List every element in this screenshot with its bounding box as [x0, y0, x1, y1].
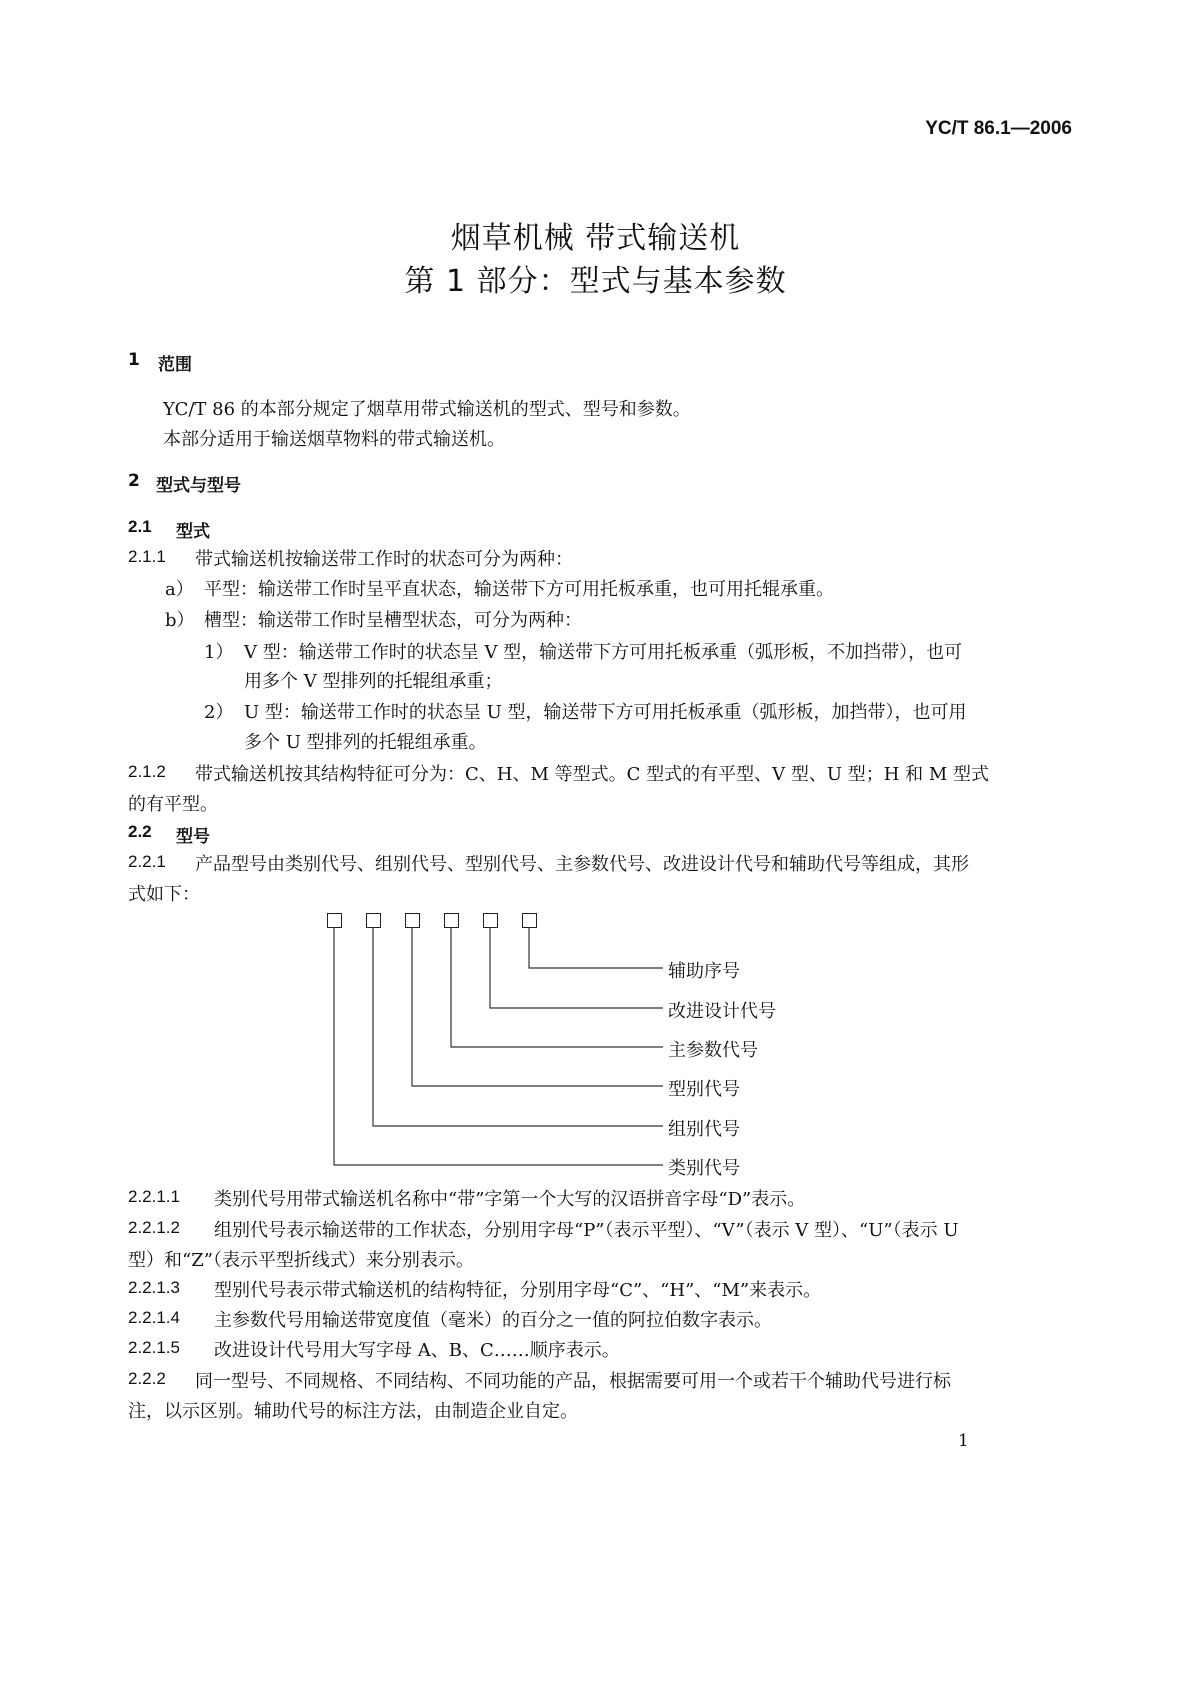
leader-line-3	[412, 928, 663, 1086]
section-1-title: 范围	[158, 355, 192, 375]
label-main-parameter-code: 主参数代号	[668, 1040, 758, 1061]
clause-2-2-1-number: 2.2.1	[128, 852, 166, 871]
page-title: 烟草机械 带式输送机	[450, 221, 741, 256]
section-1-paragraph-2: 本部分适用于输送烟草物料的带式输送机。	[163, 429, 505, 450]
clause-2-1-2-line-2: 的有平型。	[128, 794, 218, 815]
clause-2-2-1-3-number: 2.2.1.3	[128, 1278, 180, 1297]
page-subtitle: 第 1 部分：型式与基本参数	[404, 264, 787, 299]
item-a-marker: a）	[165, 579, 194, 600]
item-b1-line-2: 用多个 V 型排列的托辊组承重；	[244, 671, 503, 692]
item-b2-line-1: U 型：输送带工作时的状态呈 U 型，输送带下方可用托板承重（弧形板，加挡带），也可用	[244, 702, 967, 723]
item-b1-line-1: V 型：输送带工作时的状态呈 V 型，输送带下方可用托板承重（弧形板，不加挡带），也可	[244, 642, 963, 663]
clause-2-1-2-line-1: 带式输送机按其结构特征可分为：C、H、M 等型式。C 型式的有平型、V 型、U 型；H 和 M 型式	[195, 764, 990, 785]
item-a-text: 平型：输送带工作时呈平直状态，输送带下方可用托板承重，也可用托辊承重。	[204, 579, 834, 600]
page-number: 1	[958, 1431, 969, 1451]
clause-2-2-1-4-text: 主参数代号用输送带宽度值（毫米）的百分之一值的阿拉伯数字表示。	[214, 1310, 772, 1331]
clause-2-2-1-2-line-1: 组别代号表示输送带的工作状态，分别用字母“P”（表示平型）、“V”（表示 V 型）、“U”（表示 U	[214, 1220, 959, 1241]
section-2-title: 型式与型号	[156, 476, 241, 496]
clause-2-1-2-number: 2.1.2	[128, 762, 166, 781]
leader-line-4	[451, 928, 663, 1047]
section-2-2-number: 2.2	[128, 822, 152, 841]
item-b2-marker: 2）	[204, 702, 234, 723]
leader-line-6	[529, 928, 663, 968]
label-improved-design-code: 改进设计代号	[668, 1001, 776, 1022]
clause-2-2-1-1-number: 2.2.1.1	[128, 1187, 180, 1206]
clause-2-2-2-line-2: 注，以示区别。辅助代号的标注方法，由制造企业自定。	[128, 1401, 578, 1422]
item-b2-line-2: 多个 U 型排列的托辊组承重。	[244, 732, 487, 753]
section-2-1-number: 2.1	[128, 517, 152, 536]
section-1-paragraph-1: YC/T 86 的本部分规定了烟草用带式输送机的型式、型号和参数。	[163, 399, 691, 420]
clause-2-2-1-4-number: 2.2.1.4	[128, 1308, 180, 1327]
clause-2-1-1-text: 带式输送机按输送带工作时的状态可分为两种：	[195, 549, 573, 570]
clause-2-2-1-1-text: 类别代号用带式输送机名称中“带”字第一个大写的汉语拼音字母“D”表示。	[214, 1189, 806, 1210]
label-type-code: 型别代号	[668, 1079, 740, 1100]
clause-2-2-2-line-1: 同一型号、不同规格、不同结构、不同功能的产品，根据需要可用一个或若干个辅助代号进行标	[195, 1371, 951, 1392]
clause-2-2-2-number: 2.2.2	[128, 1369, 166, 1388]
clause-2-2-1-5-text: 改进设计代号用大写字母 A、B、C……顺序表示。	[214, 1340, 620, 1361]
section-2-number: 2	[128, 471, 140, 491]
label-aux-serial: 辅助序号	[668, 961, 740, 982]
clause-2-2-1-3-text: 型别代号表示带式输送机的结构特征，分别用字母“C”、“H”、“M”来表示。	[214, 1280, 822, 1301]
standard-code: YC/T 86.1—2006	[925, 118, 1072, 139]
clause-2-2-1-line-1: 产品型号由类别代号、组别代号、型别代号、主参数代号、改进设计代号和辅助代号等组成，其形	[195, 854, 969, 875]
leader-line-2	[373, 928, 663, 1126]
item-b1-marker: 1）	[204, 642, 234, 663]
clause-2-2-1-5-number: 2.2.1.5	[128, 1338, 180, 1357]
clause-2-2-1-2-line-2: 型）和“Z”（表示平型折线式）来分别表示。	[128, 1250, 474, 1271]
clause-2-1-1-number: 2.1.1	[128, 547, 166, 566]
item-b-marker: b）	[165, 610, 195, 631]
label-group-code: 组别代号	[668, 1119, 740, 1140]
section-2-1-title: 型式	[176, 522, 210, 542]
label-category-code: 类别代号	[668, 1158, 740, 1179]
section-1-number: 1	[128, 350, 140, 370]
section-2-2-title: 型号	[176, 827, 210, 847]
item-b-text: 槽型：输送带工作时呈槽型状态，可分为两种：	[204, 610, 582, 631]
clause-2-2-1-2-number: 2.2.1.2	[128, 1218, 180, 1237]
clause-2-2-1-line-2: 式如下：	[128, 884, 200, 905]
